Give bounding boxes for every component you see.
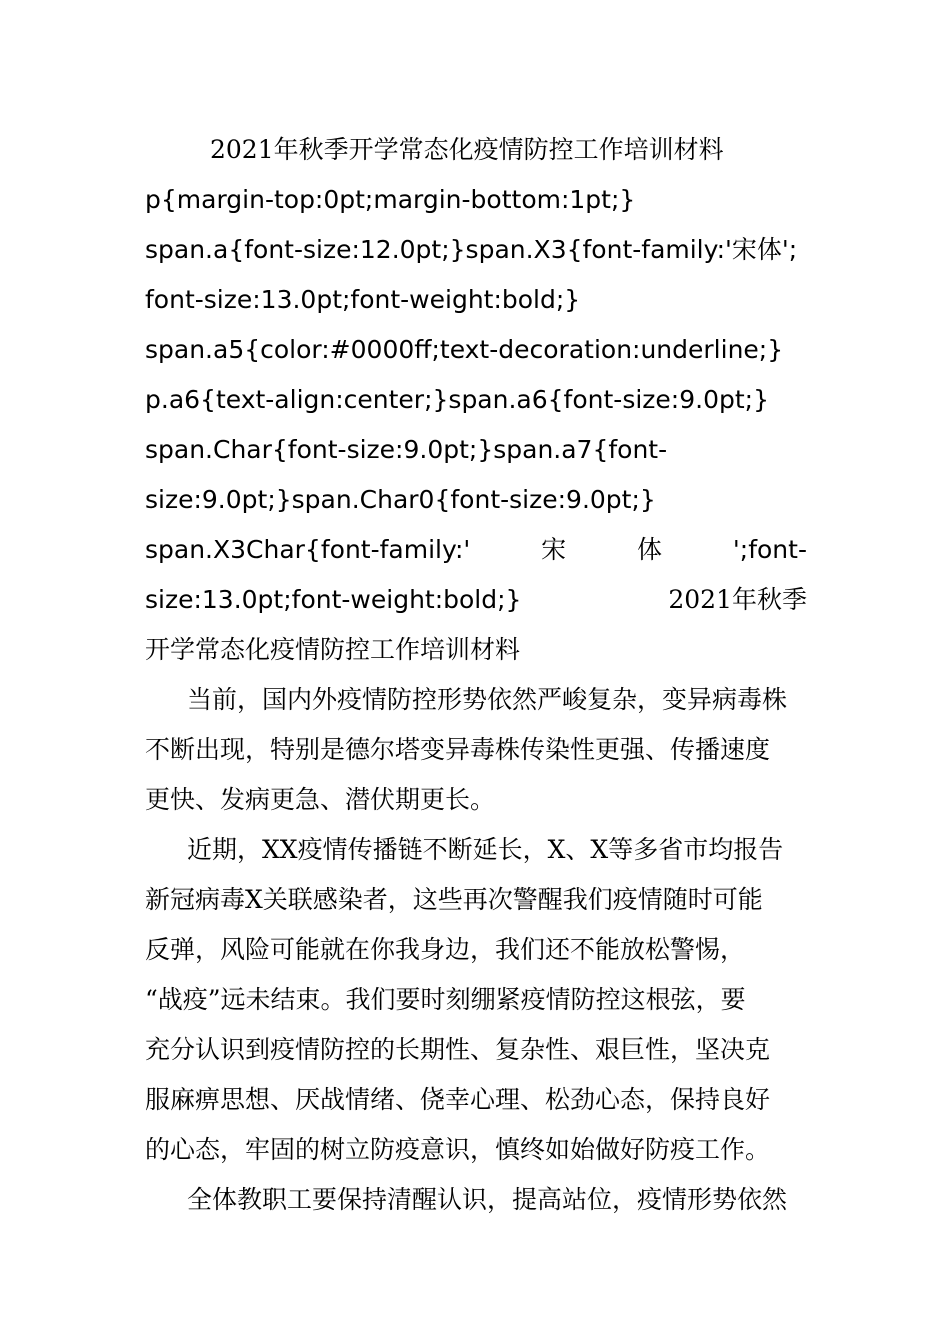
paragraph-line: 更快、发病更急、潜伏期更长。 bbox=[145, 785, 496, 814]
paragraph-line: 充分认识到疫情防控的长期性、复杂性、艰巨性，坚决克 bbox=[145, 1035, 771, 1064]
css-last-line-left: size:13.0pt;font-weight:bold;} bbox=[145, 585, 522, 614]
css-text-line: p{margin-top:0pt;margin-bottom:1pt;} bbox=[145, 185, 636, 214]
paragraph-1 bbox=[145, 675, 807, 825]
css-text-line: span.a{font-size:12.0pt;}span.X3{font-family:'宋体'; bbox=[145, 235, 798, 264]
paragraph-line: 新冠病毒X关联感染者，这些再次警醒我们疫情随时可能 bbox=[145, 885, 763, 914]
spread-part: 宋 bbox=[541, 535, 567, 564]
css-text-line: size:9.0pt;}span.Char0{font-size:9.0pt;} bbox=[145, 485, 656, 514]
paragraph-3 bbox=[145, 1175, 807, 1225]
paragraph-line: 不断出现，特别是德尔塔变异毒株传染性更强、传播速度 bbox=[145, 735, 771, 764]
paragraph-line: 近期，XX疫情传播链不断延长，X、X等多省市均报告 bbox=[187, 835, 784, 864]
spread-part: span.X3Char{font-family:' bbox=[145, 535, 471, 564]
css-last-line bbox=[145, 575, 807, 625]
paragraph-line: “战疫”远未结束。我们要时刻绷紧疫情防控这根弦，要 bbox=[145, 985, 746, 1014]
document-body bbox=[145, 125, 807, 1225]
paragraph-line: 反弹，风险可能就在你我身边，我们还不能放松警惕， bbox=[145, 935, 746, 964]
paragraph-2 bbox=[145, 825, 807, 1175]
title-repeat-tail: 开学常态化疫情防控工作培训材料 bbox=[145, 635, 521, 664]
paragraph-line: 全体教职工要保持清醒认识，提高站位，疫情形势依然 bbox=[187, 1185, 788, 1214]
css-text-line: span.Char{font-size:9.0pt;}span.a7{font- bbox=[145, 435, 668, 464]
document-title: 2021年秋季开学常态化疫情防控工作培训材料 bbox=[210, 135, 724, 164]
spread-part: ';font- bbox=[732, 535, 807, 564]
paragraph-line: 当前，国内外疫情防控形势依然严峻复杂，变异病毒株 bbox=[187, 685, 788, 714]
css-text-line: p.a6{text-align:center;}span.a6{font-size:9.0pt;} bbox=[145, 385, 769, 414]
paragraph-line: 的心态，牢固的树立防疫意识，慎终如始做好防疫工作。 bbox=[145, 1135, 771, 1164]
paragraph-line: 服麻痹思想、厌战情绪、侥幸心理、松劲心态，保持良好 bbox=[145, 1085, 771, 1114]
css-text-line: font-size:13.0pt;font-weight:bold;} bbox=[145, 285, 581, 314]
css-text-line: span.a5{color:#0000ff;text-decoration:underline;} bbox=[145, 335, 784, 364]
spread-part: 体 bbox=[637, 535, 663, 564]
css-spread-line bbox=[145, 525, 807, 575]
title-repeat-head: 2021年秋季 bbox=[668, 585, 807, 614]
